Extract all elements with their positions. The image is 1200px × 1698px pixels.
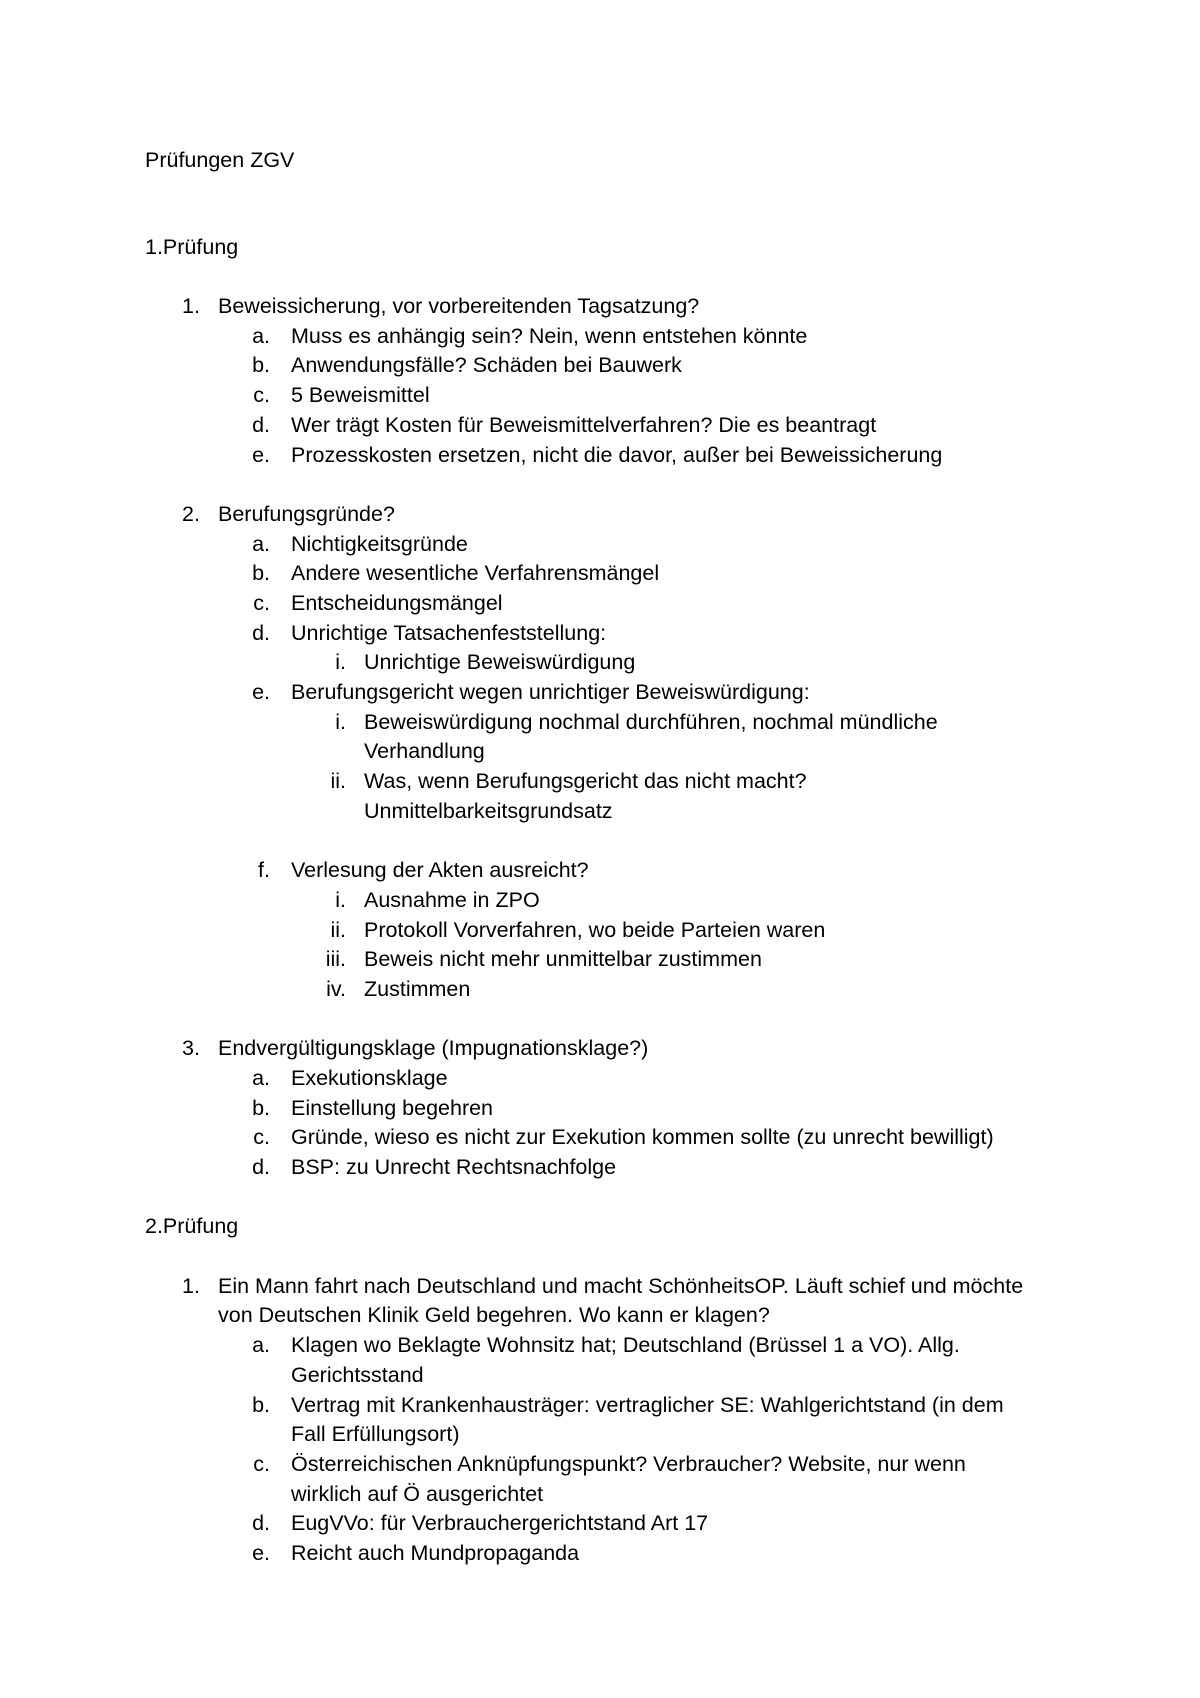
roman-item-text-continued: Unmittelbarkeitsgrundsatz [364,798,613,823]
sub-item-text: Verlesung der Akten ausreicht? [291,858,589,883]
sub-item-text: Unrichtige Tatsachenfeststellung: [291,620,607,645]
roman-item-continuation [0,737,1200,767]
sub-item-label: d. [252,1511,270,1536]
roman-item-ii [0,916,1200,946]
roman-item-ii [0,767,1200,797]
sub-item-label: d. [252,1155,270,1179]
sub-item-label: b. [252,353,270,378]
sub-item-f [0,856,1200,886]
sub-item-label: e. [252,680,270,704]
sub-item-label: e. [252,1540,270,1565]
exam1-question-1 [0,292,1200,322]
sub-item-text: Reicht auch Mundpropaganda [291,1540,580,1565]
sub-item-text: Vertrag mit Krankenhausträger: vertraglicher SE: Wahlgerichtstand (in dem [291,1392,1004,1417]
sub-item-b [0,1391,1200,1421]
sub-item-label: c. [253,1451,270,1476]
sub-item-d [0,1509,1200,1539]
question-text-continued: von Deutschen Klinik Geld begehren. Wo kann er klagen? [218,1303,770,1328]
sub-item-label: b. [252,1392,270,1417]
sub-item-label: a. [252,1065,270,1090]
question-number: 2. [182,501,200,526]
sub-item-e [0,441,1200,471]
sub-item-label: b. [252,561,270,586]
sub-item-a [0,530,1200,560]
question-number: 3. [182,1036,200,1061]
sub-item-label: a. [252,1333,270,1358]
roman-item-text: Protokoll Vorverfahren, wo beide Parteien waren [364,917,826,942]
sub-item-label: c. [253,590,270,615]
sub-item-text: BSP: zu Unrecht Rechtsnachfolge [291,1155,617,1179]
exam1-question-3 [0,1034,1200,1064]
sub-item-label: a. [252,323,270,348]
sub-item-d [0,411,1200,441]
sub-item-text: Wer trägt Kosten für Beweismittelverfahren? Die es beantragt [291,412,877,437]
roman-item-iii [0,945,1200,975]
roman-item-text: Unrichtige Beweiswürdigung [364,650,636,675]
sub-item-continuation [0,1480,1200,1510]
exam1-heading: 1.Prüfung [145,234,239,259]
sub-item-label: d. [252,412,270,437]
sub-item-text: Anwendungsfälle? Schäden bei Bauwerk [291,353,682,378]
sub-item-d [0,1153,1200,1183]
question-text: Beweissicherung, vor vorbereitenden Tagsatzung? [218,294,700,319]
sub-item-a [0,1331,1200,1361]
question-number: 1. [182,1273,200,1298]
sub-item-e [0,678,1200,708]
sub-item-b [0,351,1200,381]
roman-item-text: Zustimmen [364,976,471,1001]
sub-item-text: Einstellung begehren [291,1095,494,1120]
roman-item-label: i. [335,650,346,675]
sub-item-text: Berufungsgericht wegen unrichtiger Beweiswürdigung: [291,680,810,704]
sub-item-label: c. [253,1125,270,1150]
sub-item-a [0,322,1200,352]
sub-item-d [0,619,1200,649]
question-number: 1. [182,294,200,319]
roman-item-i [0,886,1200,916]
sub-item-continuation [0,1361,1200,1391]
sub-item-text: Exekutionsklage [291,1065,448,1090]
roman-item-i [0,648,1200,678]
sub-item-text: Muss es anhängig sein? Nein, wenn entstehen könnte [291,323,808,348]
document-title: Prüfungen ZGV [145,148,295,172]
roman-item-label: i. [335,887,346,912]
sub-item-text: Entscheidungsmängel [291,590,503,615]
question-text: Endvergültigungsklage (Impugnationsklage?) [218,1036,649,1061]
sub-item-b [0,559,1200,589]
sub-item-label: f. [258,858,270,883]
sub-item-continuation [0,1420,1200,1450]
sub-item-text: Österreichischen Anknüpfungspunkt? Verbraucher? Website, nur wenn [291,1451,966,1476]
sub-item-e [0,1539,1200,1569]
roman-item-text: Beweiswürdigung nochmal durchführen, nochmal mündliche [364,709,938,734]
sub-item-label: d. [252,620,270,645]
roman-item-text: Ausnahme in ZPO [364,887,540,912]
sub-item-c [0,1123,1200,1153]
roman-item-text: Beweis nicht mehr unmittelbar zustimmen [364,947,762,972]
sub-item-text: Prozesskosten ersetzen, nicht die davor, außer bei Beweissicherung [291,442,943,467]
sub-item-c [0,589,1200,619]
sub-item-text: Gründe, wieso es nicht zur Exekution kommen sollte (zu unrecht bewilligt) [291,1125,994,1150]
question-continuation [0,1301,1200,1331]
sub-item-label: e. [252,442,270,467]
exam2-heading: 2.Prüfung [145,1214,239,1239]
sub-item-b [0,1094,1200,1124]
sub-item-c [0,381,1200,411]
sub-item-text: Nichtigkeitsgründe [291,531,468,556]
roman-item-label: i. [335,709,346,734]
sub-item-label: c. [253,383,270,408]
exam2-question-1 [0,1272,1200,1302]
sub-item-text-continued: Fall Erfüllungsort) [291,1422,460,1447]
roman-item-i [0,708,1200,738]
sub-item-label: a. [252,531,270,556]
roman-item-text-continued: Verhandlung [364,739,485,764]
roman-item-label: ii. [330,769,346,794]
exam1-question-2 [0,500,1200,530]
question-text: Ein Mann fahrt nach Deutschland und macht SchönheitsOP. Läuft schief und möchte [218,1273,1024,1298]
roman-item-label: iii. [325,947,346,972]
sub-item-a [0,1064,1200,1094]
sub-item-text: Klagen wo Beklagte Wohnsitz hat; Deutschland (Brüssel 1 a VO). Allg. [291,1333,960,1358]
roman-item-iv [0,975,1200,1005]
sub-item-text-continued: Gerichtsstand [291,1362,424,1387]
sub-item-text-continued: wirklich auf Ö ausgerichtet [291,1481,544,1506]
roman-item-continuation [0,797,1200,827]
sub-item-text: EugVVo: für Verbrauchergerichtstand Art 17 [291,1511,709,1536]
sub-item-c [0,1450,1200,1480]
question-text: Berufungsgründe? [218,501,395,526]
roman-item-text: Was, wenn Berufungsgericht das nicht macht? [364,769,807,794]
sub-item-label: b. [252,1095,270,1120]
sub-item-text: 5 Beweismittel [291,383,430,408]
roman-item-label: ii. [330,917,346,942]
roman-item-label: iv. [326,976,346,1001]
sub-item-text: Andere wesentliche Verfahrensmängel [291,561,660,586]
